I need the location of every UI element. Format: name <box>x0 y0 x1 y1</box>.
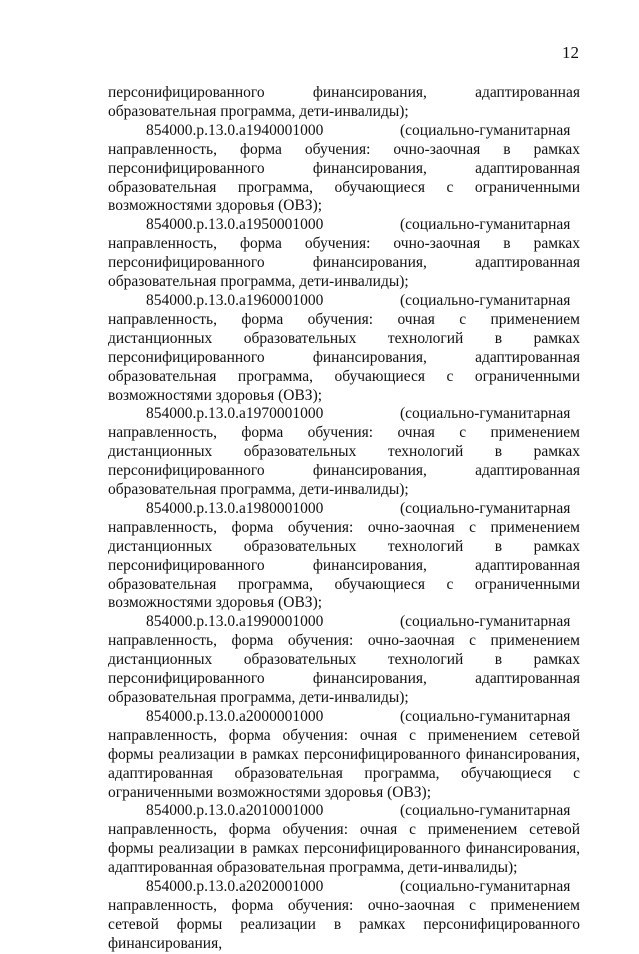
paragraph-text: персонифицированного финансирования, адаптированная образовательная программа, дети-инвалиды); <box>108 84 580 120</box>
paragraph-text: (социально-гуманитарная направленность, форма обучения: очно-заочная с применением сетевой формы реализации в рамках персонифицированного финансирования, <box>108 878 580 952</box>
paragraph <box>108 405 580 500</box>
page-number: 12 <box>562 43 579 62</box>
paragraph <box>108 878 580 954</box>
paragraph-text: (социально-гуманитарная направленность, форма обучения: очная с применением сетевой формы реализации в рамках персонифицированного финансирования, адаптированная образовательная программа, обучающиеся с ограниченными возможностями здоровья (ОВЗ); <box>108 707 580 801</box>
service-code: 854000.р.13.0.а2020001000 <box>146 878 324 896</box>
service-code: 854000.р.13.0.а2010001000 <box>146 802 324 820</box>
service-code: 854000.р.13.0.а1980001000 <box>146 499 324 517</box>
paragraph <box>108 292 580 405</box>
paragraph <box>108 500 580 613</box>
paragraph-text: (социально-гуманитарная направленность, форма обучения: очно-заочная в рамках персонифицированного финансирования, адаптированная образовательная программа, дети-инвалиды); <box>108 216 580 291</box>
paragraph <box>108 216 580 292</box>
paragraph <box>108 84 580 122</box>
paragraph-text: (социально-гуманитарная направленность, форма обучения: очная с применением дистанционных образовательных технологий в рамках персонифицированного финансирования, адаптированная образовательная программа, обучающиеся с ограниченными возможностями здоровья (ОВЗ); <box>108 291 580 404</box>
paragraph <box>108 802 580 878</box>
service-code: 854000.р.13.0.а2000001000 <box>146 707 324 725</box>
document-body <box>108 84 580 954</box>
paragraph-text: (социально-гуманитарная направленность, форма обучения: очная с применением дистанционных образовательных технологий в рамках персонифицированного финансирования, адаптированная образовательная программа, дети-инвалиды); <box>108 405 580 499</box>
service-code: 854000.р.13.0.а1940001000 <box>146 121 324 139</box>
paragraph <box>108 708 580 803</box>
service-code: 854000.р.13.0.а1960001000 <box>146 291 324 309</box>
paragraph <box>108 122 580 217</box>
service-code: 854000.р.13.0.а1950001000 <box>146 216 324 234</box>
paragraph-text: (социально-гуманитарная направленность, форма обучения: очно-заочная с применением дистанционных образовательных технологий в рамках персонифицированного финансирования, адаптированная образовательная программа, обучающиеся с ограниченными возможностями здоровья (ОВЗ); <box>108 499 580 612</box>
service-code: 854000.р.13.0.а1990001000 <box>146 613 324 631</box>
paragraph <box>108 613 580 708</box>
paragraph-text: (социально-гуманитарная направленность, форма обучения: очно-заочная с применением дистанционных образовательных технологий в рамках персонифицированного финансирования, адаптированная образовательная программа, дети-инвалиды); <box>108 613 580 706</box>
paragraph-text: (социально-гуманитарная направленность, форма обучения: очная с применением сетевой формы реализации в рамках персонифицированного финансирования, адаптированная образовательная программа, дети-инвалиды); <box>108 802 580 877</box>
paragraph-text: (социально-гуманитарная направленность, форма обучения: очно-заочная в рамках персонифицированного финансирования, адаптированная образовательная программа, обучающиеся с ограниченными возможностями здоровья (ОВЗ); <box>108 121 580 215</box>
service-code: 854000.р.13.0.а1970001000 <box>146 405 324 423</box>
